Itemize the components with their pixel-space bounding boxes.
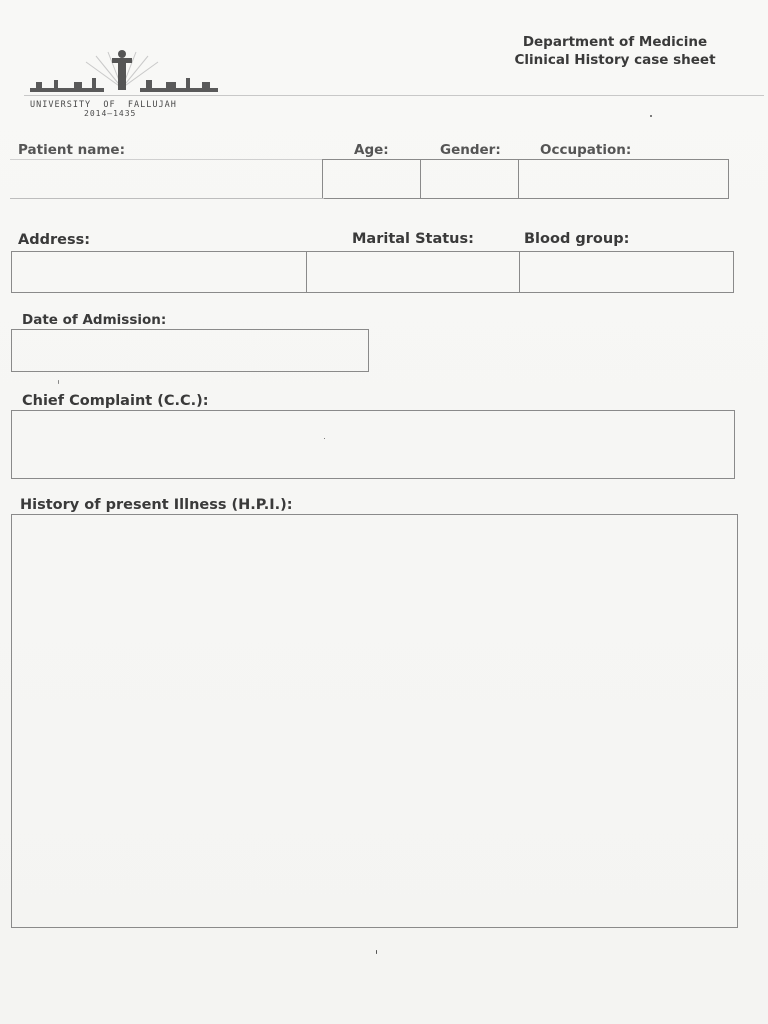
university-years: 2014—1435 [84,109,137,118]
gender-label: Gender: [440,142,501,158]
patient-name-field[interactable] [10,198,324,199]
department-header [470,33,760,69]
university-name: UNIVERSITY OF FALLUJAH [30,100,177,110]
occupation-field[interactable] [518,159,729,199]
marital-status-field[interactable] [306,251,520,293]
age-field[interactable] [322,159,421,199]
address-label: Address: [18,232,91,248]
blood-group-label: Blood group: [524,231,630,247]
gender-field[interactable] [420,159,519,199]
patient-name-top-rule [10,159,324,160]
hpi-label: History of present Illness (H.P.I.): [20,497,293,513]
university-logo [26,48,222,122]
hpi-field[interactable] [11,514,738,928]
blood-group-field[interactable] [519,251,734,293]
address-field[interactable] [11,251,307,293]
chief-complaint-field[interactable] [11,410,735,479]
sheet-title: Clinical History case sheet [514,52,716,68]
scan-speck [376,950,377,954]
patient-name-label: Patient name: [18,142,125,158]
chief-complaint-label: Chief Complaint (C.C.): [22,393,209,409]
scan-speck [58,380,59,384]
marital-status-label: Marital Status: [352,231,474,247]
header-rule [24,95,764,96]
age-label: Age: [354,142,389,158]
occupation-label: Occupation: [540,142,632,158]
date-of-admission-label: Date of Admission: [22,312,167,328]
scan-speck [324,438,325,439]
scan-speck [650,115,652,117]
department-name: Department of Medicine [522,34,708,50]
date-of-admission-field[interactable] [11,329,369,372]
